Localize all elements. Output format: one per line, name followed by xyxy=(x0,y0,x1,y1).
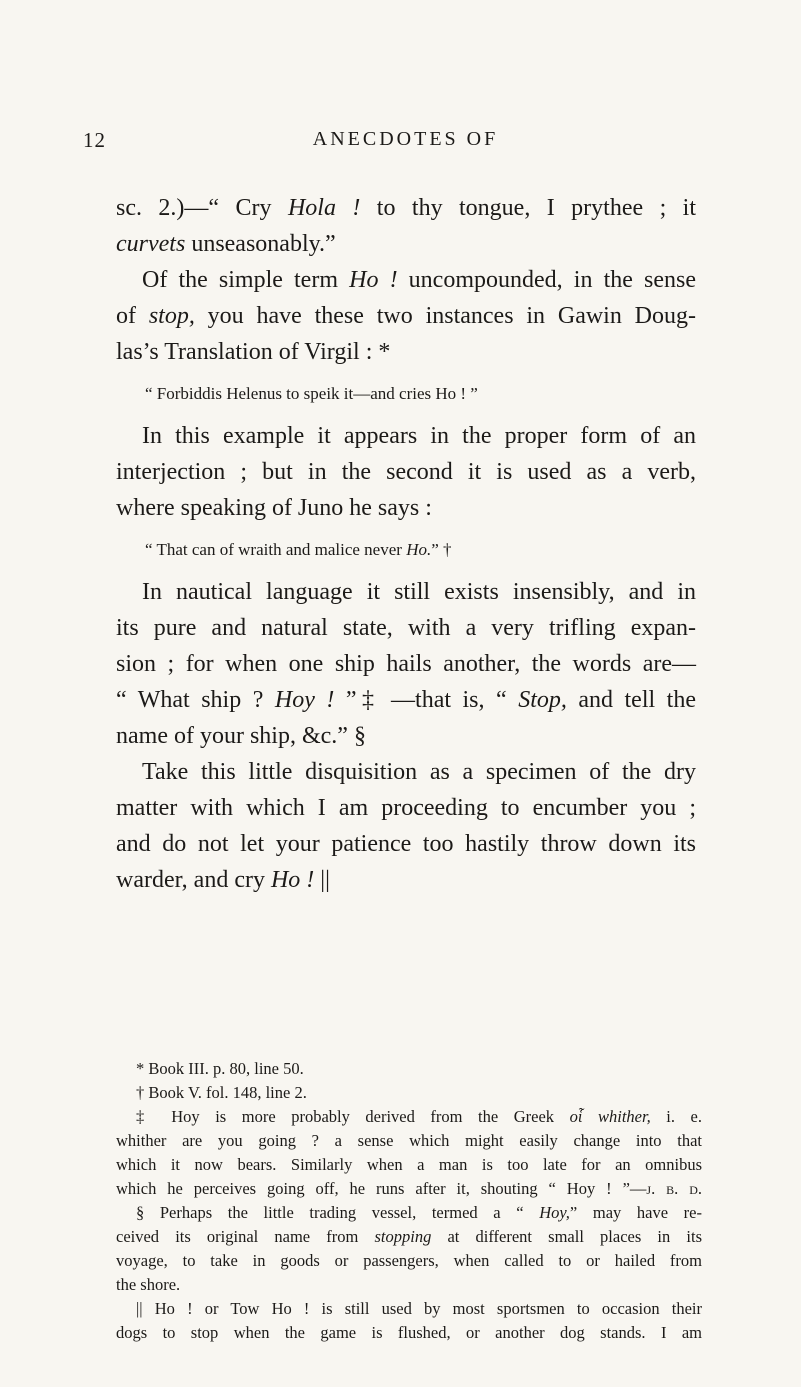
text-line: name of your ship, &c.” § xyxy=(116,723,366,749)
text-line: In nautical language it still exists insensibly, and in xyxy=(142,579,696,605)
footnote-line: whither are you going ? a sense which might easily change into that xyxy=(116,1131,702,1150)
footnote-line: which he perceives going off, he runs after it, shouting “ Hoy ! ”—j. b. d. xyxy=(116,1179,702,1198)
footnote: ‡ Hoy is more probably derived from the Greek οἷ whither, i. e. xyxy=(136,1107,702,1126)
footnote-line: dogs to stop when the game is flushed, or another dog stands. I am xyxy=(116,1323,702,1342)
body-text xyxy=(116,190,696,898)
footnote-line: the shore. xyxy=(116,1275,181,1294)
footnote: * Book III. p. 80, line 50. xyxy=(136,1059,304,1078)
page-header xyxy=(0,128,801,158)
text-line: las’s Translation of Virgil : * xyxy=(116,339,391,365)
text-line: Of the simple term Ho ! uncompounded, in the sense xyxy=(142,267,696,293)
running-head: ANECDOTES OF xyxy=(312,128,499,150)
page-number: 12 xyxy=(83,128,106,152)
footnote-line: which it now bears. Similarly when a man is too late for an omnibus xyxy=(116,1155,702,1174)
text-line: “ What ship ? Hoy ! ”‡ —that is, “ Stop, and tell the xyxy=(116,687,696,713)
footnote-line: ceived its original name from stopping at different small places in its xyxy=(116,1227,702,1246)
footnote: § Perhaps the little trading vessel, termed a “ Hoy,” may have re- xyxy=(136,1203,702,1222)
text-line: curvets unseasonably.” xyxy=(116,231,336,257)
block-quote: “ That can of wraith and malice never Ho.” † xyxy=(145,540,452,559)
text-line: warder, and cry Ho ! || xyxy=(116,867,330,893)
footnote: || Ho ! or Tow Ho ! is still used by most sportsmen to occasion their xyxy=(136,1299,702,1318)
text-line: its pure and natural state, with a very trifling expan- xyxy=(116,615,696,641)
text-line: interjection ; but in the second it is used as a verb, xyxy=(116,459,696,485)
text-line: where speaking of Juno he says : xyxy=(116,495,432,521)
text-line: matter with which I am proceeding to encumber you ; xyxy=(116,795,696,821)
text-line: of stop, you have these two instances in Gawin Doug- xyxy=(116,303,696,329)
text-line: In this example it appears in the proper form of an xyxy=(142,423,696,449)
footnotes xyxy=(116,1057,702,1345)
text-line: and do not let your patience too hastily throw down its xyxy=(116,831,696,857)
text-line: sc. 2.)—“ Cry Hola ! to thy tongue, I prythee ; it xyxy=(116,195,697,221)
text-line: sion ; for when one ship hails another, the words are— xyxy=(116,651,696,677)
text-line: Take this little disquisition as a specimen of the dry xyxy=(142,759,696,785)
footnote: † Book V. fol. 148, line 2. xyxy=(136,1083,307,1102)
footnote-line: voyage, to take in goods or passengers, when called to or hailed from xyxy=(116,1251,702,1270)
block-quote: “ Forbiddis Helenus to speik it—and cries Ho ! ” xyxy=(145,384,478,403)
